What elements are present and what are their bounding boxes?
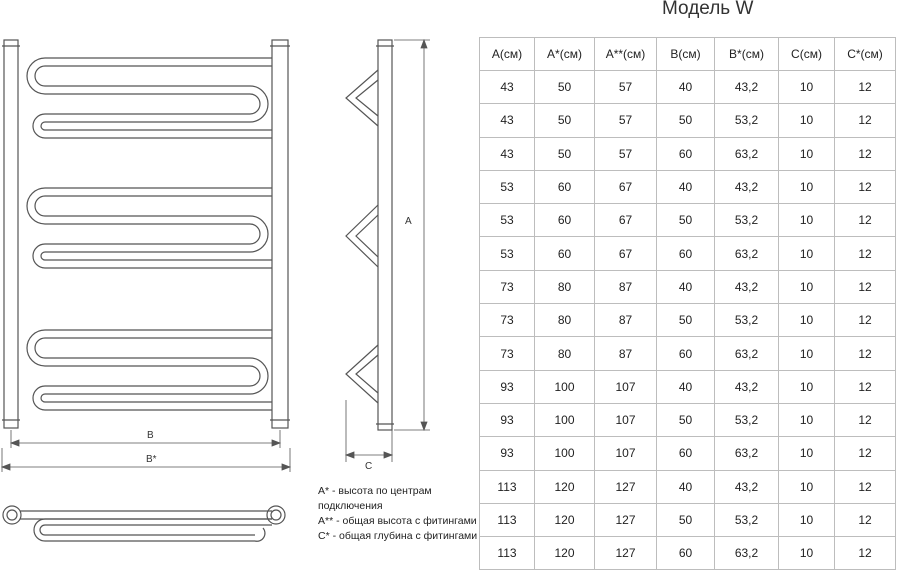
table-cell: 12	[835, 204, 896, 237]
table-cell: 87	[595, 337, 657, 370]
table-cell: 107	[595, 370, 657, 403]
table-row	[480, 71, 896, 104]
table-cell: 113	[480, 470, 535, 503]
table-cell: 100	[535, 437, 595, 470]
table-cell: 73	[480, 337, 535, 370]
top-view	[3, 506, 285, 541]
side-post	[378, 40, 392, 430]
table-cell: 12	[835, 503, 896, 536]
table-cell: 43	[480, 71, 535, 104]
table-cell: 50	[657, 304, 715, 337]
table-cell: 10	[779, 403, 835, 436]
table-cell: 80	[535, 337, 595, 370]
table-cell: 127	[595, 503, 657, 536]
label-a: A	[405, 216, 412, 227]
table-cell: 43,2	[715, 71, 779, 104]
table-row	[480, 537, 896, 570]
table-row	[480, 170, 896, 203]
table-cell: 127	[595, 470, 657, 503]
table-cell: 60	[535, 204, 595, 237]
table-cell: 60	[535, 170, 595, 203]
legend-a-star: A* - высота по центрам подключения	[318, 485, 432, 512]
table-cell: 40	[657, 270, 715, 303]
table-cell: 87	[595, 270, 657, 303]
table-cell: 10	[779, 137, 835, 170]
table-cell: 10	[779, 437, 835, 470]
table-cell: 93	[480, 437, 535, 470]
dimension-b	[11, 430, 280, 448]
table-cell: 12	[835, 137, 896, 170]
table-cell: 53	[480, 237, 535, 270]
table-cell: 67	[595, 237, 657, 270]
table-cell: 60	[657, 137, 715, 170]
side-loop-bottom	[346, 345, 378, 403]
table-cell: 40	[657, 470, 715, 503]
table-cell: 40	[657, 370, 715, 403]
side-loop-top	[346, 70, 378, 126]
dimensions-table	[479, 37, 896, 570]
table-cell: 60	[657, 537, 715, 570]
header-a: A(см)	[480, 38, 535, 71]
table-cell: 80	[535, 304, 595, 337]
table-cell: 73	[480, 270, 535, 303]
table-cell: 10	[779, 204, 835, 237]
table-cell: 107	[595, 437, 657, 470]
table-cell: 127	[595, 537, 657, 570]
table-cell: 63,2	[715, 437, 779, 470]
table-cell: 12	[835, 537, 896, 570]
page-title: Модель W	[662, 0, 754, 19]
header-c-star: C*(см)	[835, 38, 896, 71]
table-cell: 12	[835, 304, 896, 337]
table-cell: 53	[480, 170, 535, 203]
table-cell: 63,2	[715, 337, 779, 370]
header-b-star: B*(см)	[715, 38, 779, 71]
table-row	[480, 137, 896, 170]
table-row	[480, 237, 896, 270]
label-b-star: B*	[146, 454, 157, 465]
table-cell: 12	[835, 403, 896, 436]
table-cell: 60	[657, 437, 715, 470]
table-row	[480, 370, 896, 403]
label-c: C	[365, 461, 373, 472]
table-cell: 12	[835, 470, 896, 503]
table-cell: 10	[779, 304, 835, 337]
table-cell: 10	[779, 370, 835, 403]
table-cell: 50	[657, 104, 715, 137]
header-c: C(см)	[779, 38, 835, 71]
table-row	[480, 204, 896, 237]
table-cell: 12	[835, 270, 896, 303]
table-row	[480, 403, 896, 436]
table-cell: 10	[779, 170, 835, 203]
table-cell: 43,2	[715, 370, 779, 403]
table-cell: 63,2	[715, 137, 779, 170]
table-cell: 40	[657, 170, 715, 203]
table-cell: 60	[535, 237, 595, 270]
serpentine-middle	[27, 188, 272, 268]
table-cell: 120	[535, 537, 595, 570]
table-cell: 43	[480, 104, 535, 137]
table-row	[480, 270, 896, 303]
header-a-star: A*(см)	[535, 38, 595, 71]
table-cell: 12	[835, 71, 896, 104]
table-cell: 120	[535, 470, 595, 503]
table-cell: 73	[480, 304, 535, 337]
serpentine-top	[27, 58, 272, 138]
table-cell: 10	[779, 470, 835, 503]
table-cell: 67	[595, 170, 657, 203]
legend-a-double-star: A** - общая высота с фитингами	[318, 515, 477, 527]
table-cell: 43,2	[715, 170, 779, 203]
table-cell: 60	[657, 237, 715, 270]
table-cell: 50	[657, 204, 715, 237]
header-a-double-star: A**(см)	[595, 38, 657, 71]
table-cell: 57	[595, 104, 657, 137]
table-cell: 12	[835, 337, 896, 370]
table-cell: 10	[779, 104, 835, 137]
table-cell: 50	[535, 71, 595, 104]
right-post	[272, 40, 288, 428]
table-cell: 12	[835, 237, 896, 270]
table-cell: 43	[480, 137, 535, 170]
table-cell: 100	[535, 403, 595, 436]
table-cell: 12	[835, 104, 896, 137]
table-cell: 10	[779, 237, 835, 270]
table-cell: 67	[595, 204, 657, 237]
table-cell: 43,2	[715, 270, 779, 303]
table-cell: 12	[835, 370, 896, 403]
table-cell: 57	[595, 71, 657, 104]
legend-c-star: C* - общая глубина с фитингами	[318, 530, 478, 542]
table-row	[480, 337, 896, 370]
table-cell: 107	[595, 403, 657, 436]
table-cell: 10	[779, 503, 835, 536]
table-cell: 63,2	[715, 537, 779, 570]
header-b: B(см)	[657, 38, 715, 71]
table-cell: 12	[835, 437, 896, 470]
table-cell: 43,2	[715, 470, 779, 503]
side-loop-middle	[346, 205, 378, 267]
table-cell: 53,2	[715, 104, 779, 137]
table-cell: 53,2	[715, 403, 779, 436]
table-header-row	[480, 38, 896, 71]
table-cell: 50	[657, 403, 715, 436]
table-cell: 63,2	[715, 237, 779, 270]
dimension-a	[394, 40, 430, 430]
table-row	[480, 503, 896, 536]
table-cell: 57	[595, 137, 657, 170]
table-row	[480, 304, 896, 337]
table-cell: 100	[535, 370, 595, 403]
legend	[318, 484, 478, 544]
table-row	[480, 470, 896, 503]
left-post	[4, 40, 18, 428]
table-cell: 113	[480, 537, 535, 570]
table-cell: 93	[480, 403, 535, 436]
table-cell: 60	[657, 337, 715, 370]
table-cell: 40	[657, 71, 715, 104]
table-cell: 53,2	[715, 204, 779, 237]
table-cell: 50	[535, 137, 595, 170]
table-row	[480, 104, 896, 137]
label-b: B	[147, 430, 154, 441]
table-cell: 53	[480, 204, 535, 237]
table-cell: 10	[779, 537, 835, 570]
table-cell: 87	[595, 304, 657, 337]
table-cell: 113	[480, 503, 535, 536]
table-row	[480, 437, 896, 470]
table-cell: 10	[779, 337, 835, 370]
table-cell: 53,2	[715, 304, 779, 337]
table-cell: 10	[779, 71, 835, 104]
serpentine-bottom	[27, 330, 272, 410]
table-cell: 120	[535, 503, 595, 536]
table-cell: 53,2	[715, 503, 779, 536]
table-cell: 10	[779, 270, 835, 303]
table-cell: 93	[480, 370, 535, 403]
table-cell: 80	[535, 270, 595, 303]
table-cell: 12	[835, 170, 896, 203]
table-cell: 50	[535, 104, 595, 137]
table-cell: 50	[657, 503, 715, 536]
